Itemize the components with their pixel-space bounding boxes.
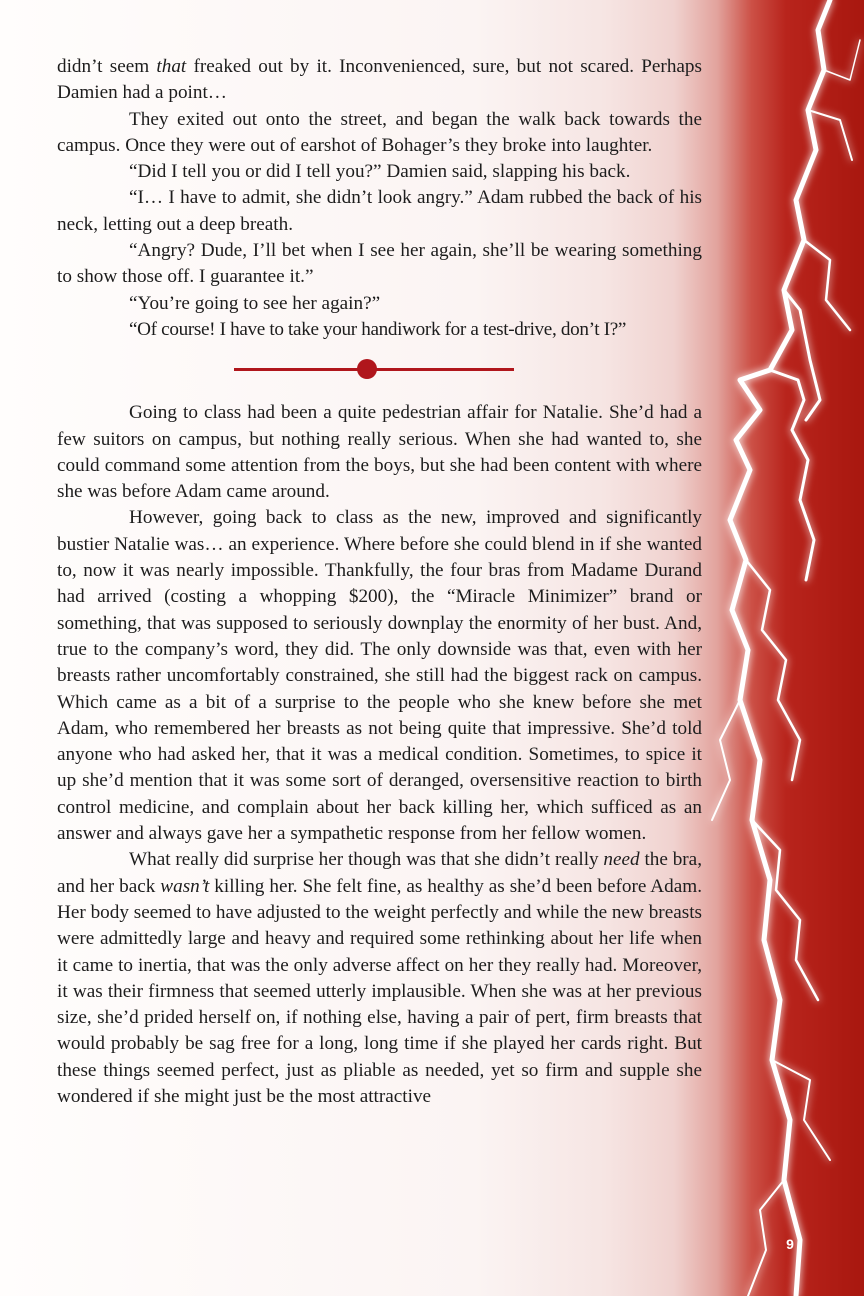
paragraph: Going to class had been a quite pedestrian affair for Natalie. She’d had a few suitors on campus, but nothing really serious. When she had wanted to, she could command some attention from the boys, but she had been content with where she was before Adam came around. bbox=[57, 402, 702, 503]
paragraph: “Angry? Dude, I’ll bet when I see her again, she’ll be wearing something to show those off. I guarantee it.” bbox=[57, 240, 702, 288]
lightning-bolt-decoration bbox=[700, 0, 864, 1296]
text-run: didn’t seem bbox=[57, 56, 157, 77]
paragraph bbox=[57, 54, 702, 107]
emphasis-text: wasn’t bbox=[160, 875, 210, 897]
paragraph: “You’re going to see her again?” bbox=[129, 292, 381, 314]
text-run: the bra, and her back bbox=[57, 849, 702, 897]
text-run: freaked out by it. Inconvenienced, sure, but not scared. Perhaps Damien had a point… bbox=[57, 56, 702, 104]
paragraph bbox=[57, 847, 702, 1110]
paragraph: “Of course! I have to take your handiwork for a test-drive, don’t I?” bbox=[129, 318, 627, 340]
section-divider bbox=[57, 356, 702, 382]
text-run: killing her. She felt fine, as healthy as she’d been before Adam. Her body seemed to have adjusted to the weight perfectly and while the new breasts were admittedly large and heavy and required some rethinking about her life when it came to inertia, that was the only adverse affect on her they really had. Moreover, it was their firmness that seemed utterly implausible. When she was at her previous size, she’d prided herself on, if nothing else, having a pair of pert, firm breasts that would probably be sag free for a long, long time if she played her cards right. But these things seemed perfect, just as pliable as needed, yet so firm and supple she wondered if she might just be the most attractive bbox=[57, 875, 702, 1107]
paragraph: They exited out onto the street, and began the walk back towards the campus. Once they were out of earshot of Bohager’s they broke into laughter. bbox=[57, 108, 702, 156]
emphasis-text: need bbox=[603, 849, 640, 871]
divider-dot bbox=[357, 359, 377, 379]
page-number: 9 bbox=[786, 1236, 794, 1252]
paragraph: “I… I have to admit, she didn’t look angry.” Adam rubbed the back of his neck, letting out a deep breath. bbox=[57, 187, 702, 235]
paragraph: “Did I tell you or did I tell you?” Damien said, slapping his back. bbox=[129, 161, 631, 183]
text-run: What really did surprise her though was that she didn’t really bbox=[129, 849, 604, 871]
emphasis-text: that bbox=[156, 56, 187, 77]
body-text bbox=[57, 54, 702, 1110]
paragraph: However, going back to class as the new, improved and significantly bustier Natalie was… an experience. Where before she could blend in if she wanted to, now it was nearly impossible. Thankfully, the four bras from Madame Durand had arrived (costing a whopping $200), the “Miracle Minimizer” brand or something, that was supposed to seriously downplay the enormity of her bust. And, true to the company’s word, they did. The only downside was that, even with her breasts rather uncomfortably constrained, she still had the biggest rack on campus. Which came as a bit of a surprise to the people who she knew before she met Adam, who remembered her breasts as not being quite that impressive. She’d told anyone who had asked her, that it was a medical condition. Sometimes, to spice it up she’d mention that it was some sort of deranged, oversensitive reaction to birth control medicine, and complain about her back killing her, which sufficed as an answer and always gave her a sympathetic response from her fellow women. bbox=[57, 507, 702, 845]
